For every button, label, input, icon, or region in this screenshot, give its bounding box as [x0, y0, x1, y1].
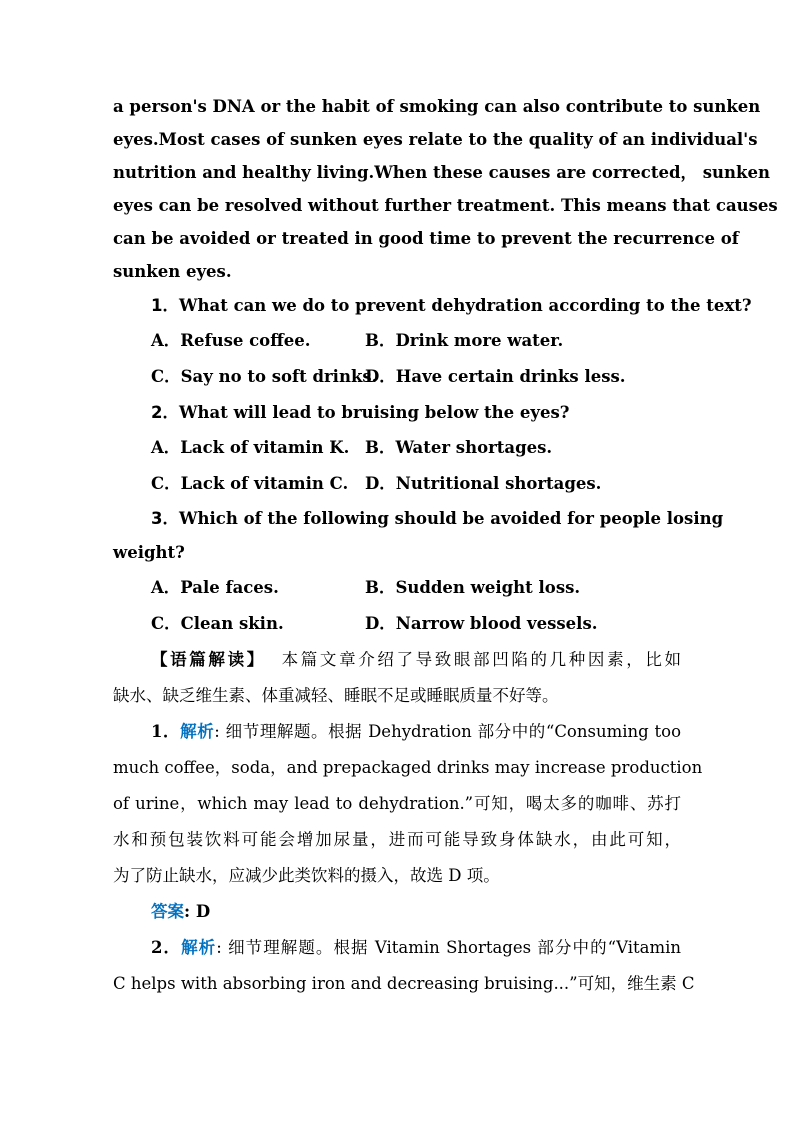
passage-line: a person's DNA or the habit of smoking can also contribute to sunken — [113, 97, 761, 116]
option-d: D．Narrow blood vessels. — [365, 614, 598, 633]
answer-1 — [113, 894, 681, 930]
analysis-1 — [113, 714, 703, 894]
passage-line: can be avoided or treated in good time to prevent the recurrence of — [113, 229, 739, 248]
question-text: Which of the following should be avoided for people losing — [178, 509, 724, 528]
option-a: A．Pale faces. — [151, 578, 279, 597]
analysis-line: much coffee，soda，and prepackaged drinks may increase production — [113, 758, 703, 777]
option-c: C．Lack of vitamin C. — [151, 474, 349, 493]
answer-label: 答案 — [151, 902, 184, 921]
option-c: C．Say no to soft drinks. — [151, 367, 378, 386]
option-a: A．Refuse coffee. — [151, 331, 311, 350]
summary-tag: 【语篇解读】 — [151, 650, 266, 669]
analysis-number: 1． — [151, 722, 181, 741]
question-number: 1． — [151, 296, 179, 315]
analysis-2 — [113, 930, 695, 1002]
document-page — [113, 90, 778, 1002]
question-1 — [113, 288, 752, 323]
analysis-line: of urine，which may lead to dehydration.”可知，喝太多的咖啡、苏打 — [113, 794, 681, 813]
passage-line: eyes.Most cases of sunken eyes relate to the quality of an individual's — [113, 130, 758, 149]
analysis-line: 水和预包装饮料可能会增加尿量，进而可能导致身体缺水，由此可知， — [113, 830, 681, 849]
options-row — [113, 466, 681, 502]
analysis-label: 解析 — [181, 938, 217, 957]
summary-line: 缺水、缺乏维生素、体重减轻、睡眠不足或睡眠质量不好等。 — [113, 686, 559, 705]
option-b: B．Drink more water. — [365, 331, 564, 350]
options-row — [113, 606, 681, 642]
options-row — [113, 570, 681, 606]
analysis-text: : 细节理解题。根据 Vitamin Shortages 部分中的“Vitamin — [216, 938, 682, 957]
analysis-label: 解析 — [180, 722, 215, 741]
analysis-line: 为了防止缺水，应减少此类饮料的摄入，故选 D 项。 — [113, 866, 500, 885]
option-b: B．Water shortages. — [365, 438, 553, 457]
passage-line: sunken eyes. — [113, 262, 232, 281]
question-number: 3． — [151, 509, 179, 528]
option-d: D．Have certain drinks less. — [365, 367, 626, 386]
option-b: B．Sudden weight loss. — [365, 578, 581, 597]
options-row — [113, 359, 681, 395]
passage-line: eyes can be resolved without further treatment. This means that causes — [113, 196, 778, 215]
passage-paragraph — [113, 90, 778, 288]
analysis-line — [113, 714, 681, 750]
options-row — [113, 323, 681, 359]
question-text-line: weight? — [113, 543, 185, 562]
options-row — [113, 430, 681, 466]
analysis-number: 2． — [151, 938, 182, 957]
option-c: C．Clean skin. — [151, 614, 284, 633]
passage-line: nutrition and healthy living.When these causes are corrected， sunken — [113, 163, 770, 182]
question-text-line — [113, 502, 724, 536]
option-a: A．Lack of vitamin K. — [151, 438, 350, 457]
question-2 — [113, 395, 681, 430]
option-d: D．Nutritional shortages. — [365, 474, 602, 493]
analysis-text: : 细节理解题。根据 Dehydration 部分中的“Consuming too — [214, 722, 682, 741]
question-text: What can we do to prevent dehydration according to the text? — [178, 296, 752, 315]
analysis-line — [113, 930, 681, 966]
question-text: What will lead to bruising below the eyes? — [178, 403, 570, 422]
question-number: 2． — [151, 403, 179, 422]
answer-value: : D — [184, 902, 211, 921]
summary-line — [113, 642, 681, 678]
reading-summary — [113, 642, 681, 714]
summary-text: 本篇文章介绍了导致眼部凹陷的几种因素，比如 — [281, 650, 681, 669]
analysis-line: C helps with absorbing iron and decreasing bruising...”可知，维生素 C — [113, 974, 695, 993]
question-3 — [113, 502, 724, 570]
